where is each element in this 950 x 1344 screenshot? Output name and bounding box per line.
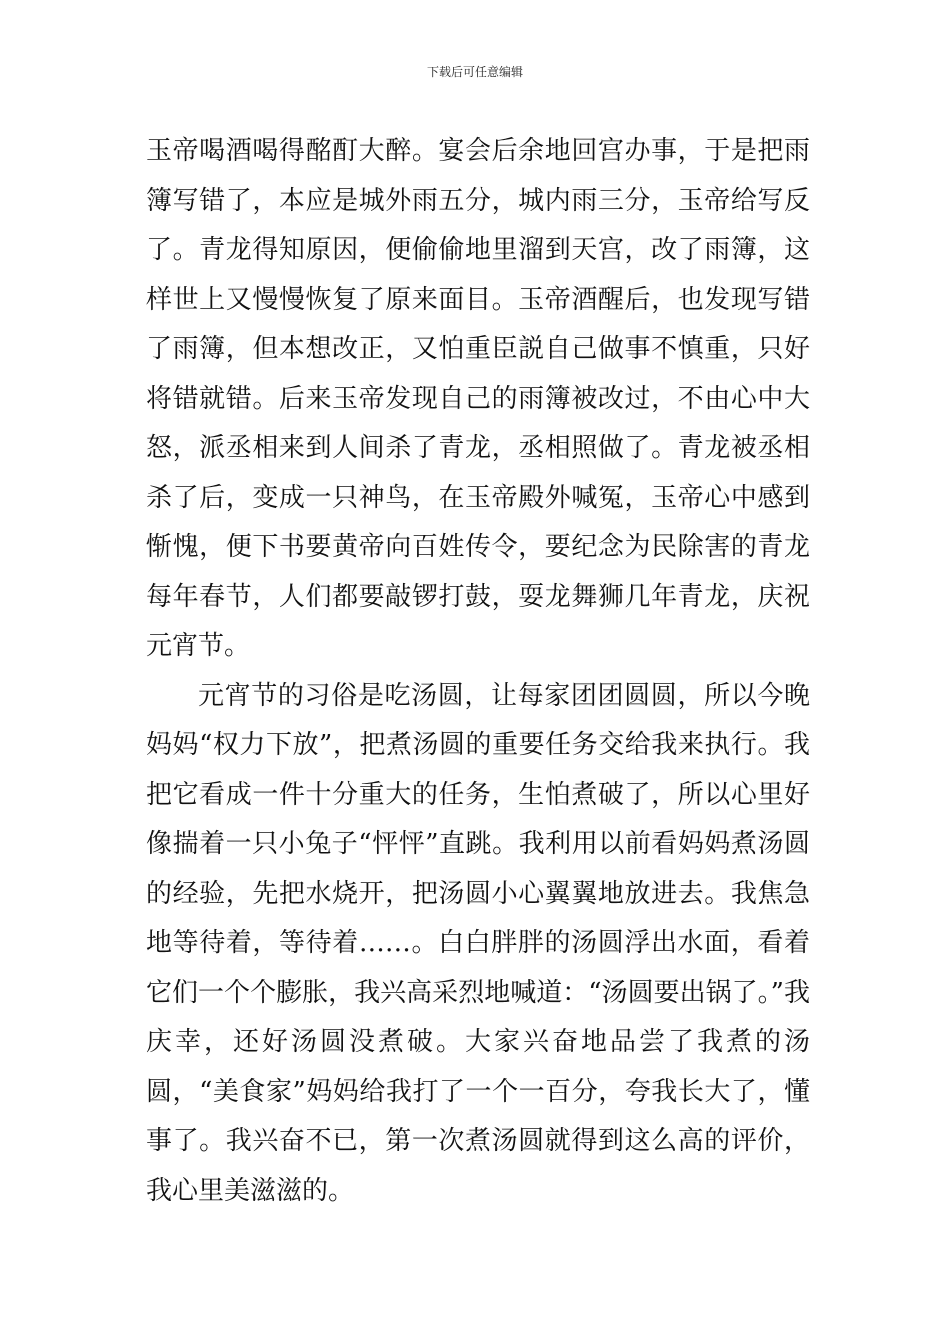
page-header: 下载后可任意编辑 [426, 65, 523, 79]
document-body [146, 127, 810, 1216]
paragraph-1: 玉帝喝酒喝得酩酊大醉。宴会后余地回宫办事，于是把雨簿写错了，本应是城外雨五分，城内雨三分，玉帝给写反了。青龙得知原因，便偷偷地里溜到天宫，改了雨簿，这样世上又慢慢恢复了原来面目。玉帝酒醒后，也发现写错了雨簿，但本想改正，又怕重臣説自己做事不慎重，只好将错就错。后来玉帝发现自己的雨簿被改过，不由心中大怒，派丞相来到人间杀了青龙，丞相照做了。青龙被丞相杀了后，变成一只神鸟，在玉帝殿外喊冤，玉帝心中感到惭愧，便下书要黄帝向百姓传令，要纪念为民除害的青龙每年春节，人们都要敲锣打鼓，耍龙舞狮几年青龙，庆祝元宵节。 [146, 136, 810, 661]
paragraph-2: 元宵节的习俗是吃汤圆，让每家团团圆圆，所以今晚妈妈“权力下放”，把煮汤圆的重要任务交给我来执行。我把它看成一件十分重大的任务，生怕煮破了，所以心里好像揣着一只小兔子“怦怦”直跳。我利用以前看妈妈煮汤圆的经验，先把水烧开，把汤圆小心翼翼地放进去。我焦急地等待着，等待着……。白白胖胖的汤圆浮出水面，看着它们一个个膨胀，我兴高采烈地喊道：“汤圆要出锅了。”我庆幸，还好汤圆没煮破。大家兴奋地品尝了我煮的汤圆，“美食家”妈妈给我打了一个一百分，夸我长大了，懂事了。我兴奋不已，第一次煮汤圆就得到这么高的评价，我心里美滋滋的。 [146, 680, 810, 1206]
